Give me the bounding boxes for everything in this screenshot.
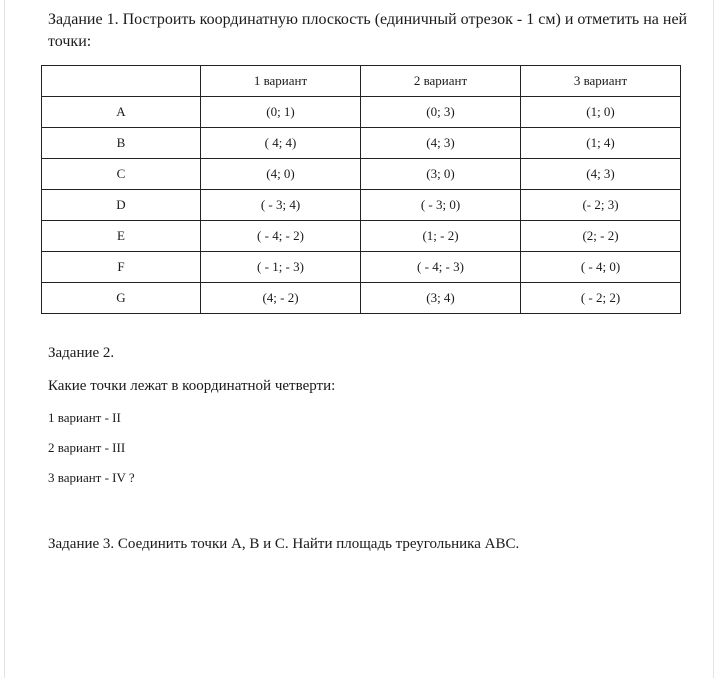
table-cell: (1; 4) [521,128,681,159]
task1-heading: Задание 1. Построить координатную плоскость (единичный отрезок - 1 см) и отметить на ней точки: [48,11,688,50]
table-cell: ( - 2; 2) [521,283,681,314]
table-cell: ( - 4; - 3) [361,252,521,283]
list-item: 3 вариант - IV ? [48,470,135,485]
table-cell: ( - 3; 0) [361,190,521,221]
document-page [4,0,714,678]
list-item: 1 вариант - II [48,410,121,425]
table-cell: (2; - 2) [521,221,681,252]
table-cell: ( 4; 4) [201,128,361,159]
table-cell: (3; 4) [361,283,521,314]
table-row [42,128,681,159]
point-label: G [42,283,201,314]
point-label: D [42,190,201,221]
table-row [42,221,681,252]
table-header-cell: 1 вариант [201,66,361,97]
table-row [42,283,681,314]
point-label: C [42,159,201,190]
point-label: E [42,221,201,252]
table-cell: (1; - 2) [361,221,521,252]
table-header-row [42,66,681,97]
table-row [42,97,681,128]
table-row [42,159,681,190]
table-row [42,252,681,283]
table-cell: (4; 3) [361,128,521,159]
table-cell: (4; - 2) [201,283,361,314]
variant-list [48,410,135,500]
table-row [42,190,681,221]
table-cell: (4; 3) [521,159,681,190]
table-cell: ( - 3; 4) [201,190,361,221]
table-cell: (4; 0) [201,159,361,190]
table-cell: ( - 4; 0) [521,252,681,283]
table-cell: (0; 1) [201,97,361,128]
points-table [41,65,681,314]
table-cell: (3; 0) [361,159,521,190]
point-label: B [42,128,201,159]
list-item: 2 вариант - III [48,440,126,455]
point-label: F [42,252,201,283]
task3-text: Задание 3. Соединить точки А, В и С. Найти площадь треугольника АВС. [48,536,520,552]
table-header-cell: 3 вариант [521,66,681,97]
table-cell: ( - 4; - 2) [201,221,361,252]
table-cell: ( - 1; - 3) [201,252,361,283]
table-cell: (- 2; 3) [521,190,681,221]
task2-question: Какие точки лежат в координатной четверти: [48,378,336,394]
task2-heading: Задание 2. [48,345,115,361]
point-label: A [42,97,201,128]
table-header-cell [42,66,201,97]
table-cell: (0; 3) [361,97,521,128]
table-header-cell: 2 вариант [361,66,521,97]
table-cell: (1; 0) [521,97,681,128]
